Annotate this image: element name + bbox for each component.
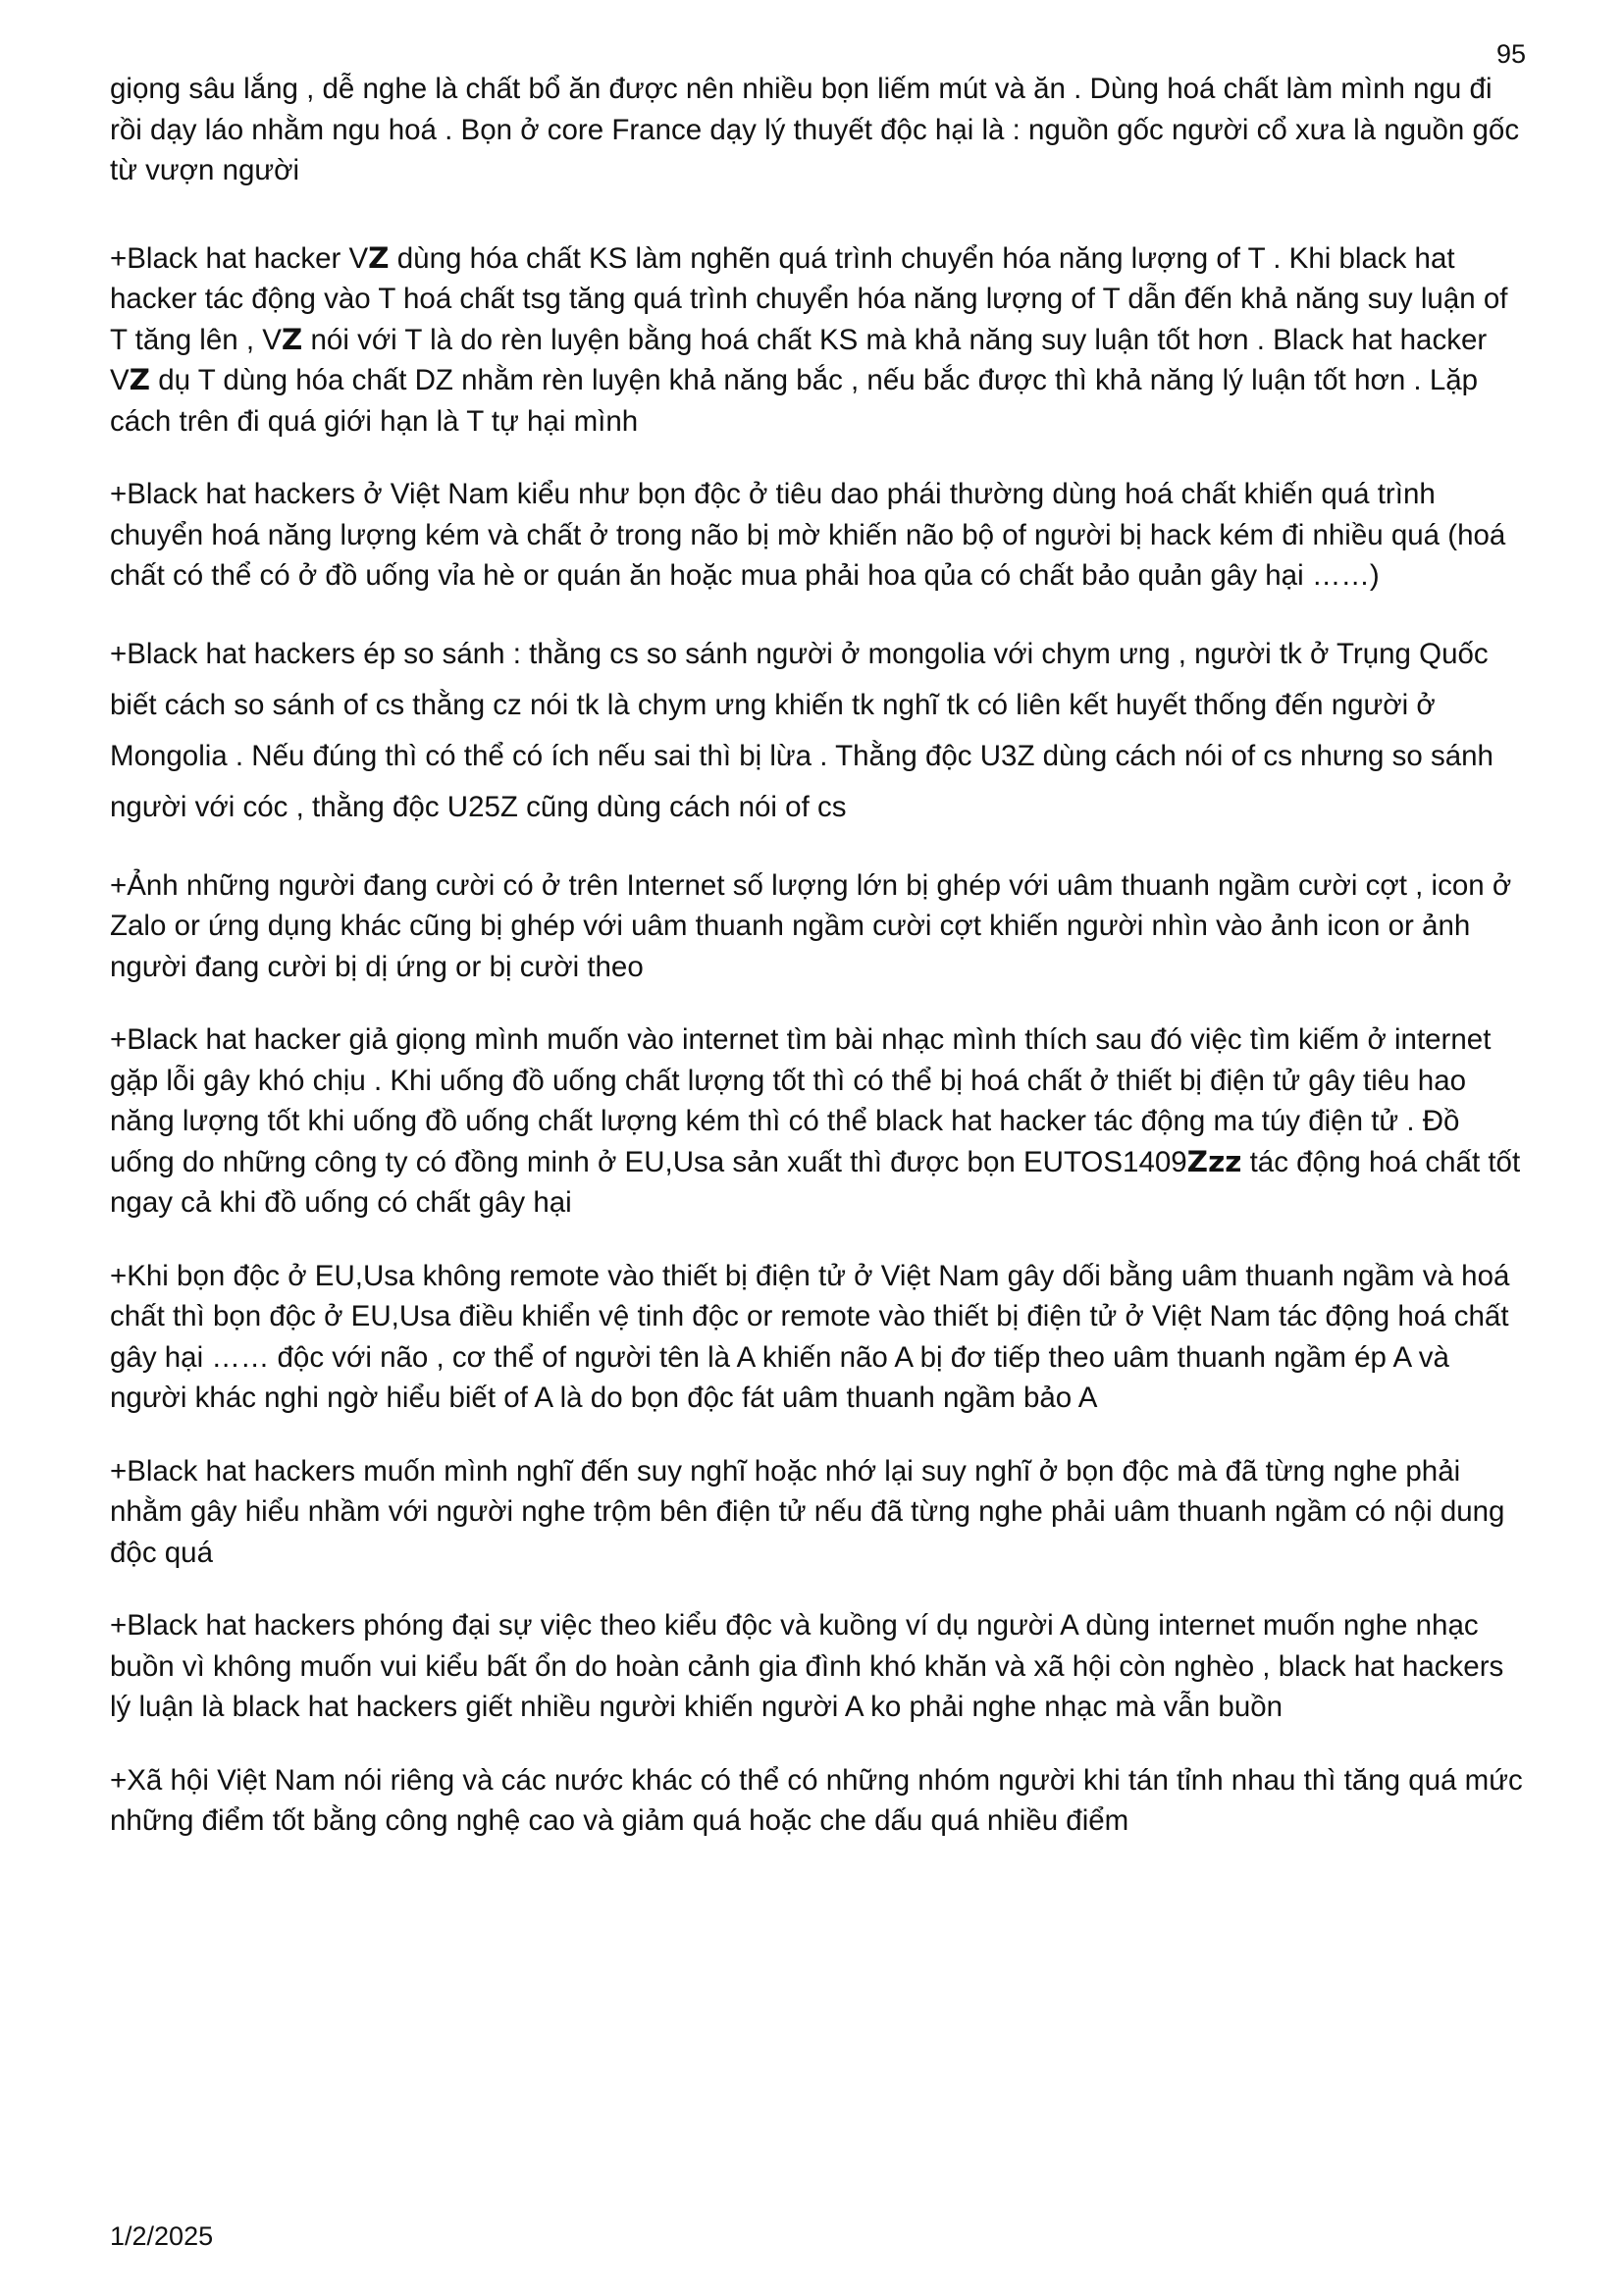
paragraph-1: giọng sâu lắng , dễ nghe là chất bổ ăn được nên nhiều bọn liếm mút và ăn . Dùng hoá chất làm mình ngu đi rồi dạy láo nhằm ngu hoá . Bọn ở core France dạy lý thuyết độc hại là : nguồn gốc người cổ xưa là nguồn gốc từ vượn người [110,73,1520,186]
paragraph-2: +Black hat hacker V𝗭 dùng hóa chất KS làm nghẽn quá trình chuyển hóa năng lượng of T . Khi black hat hacker tác động vào T hoá chất tsg tăng quá trình chuyển hóa năng lượng of T dẫn đến khả năng suy luận of T tăng lên , V𝗭 nói với T là do rèn luyện bằng hoá chất KS mà khả năng suy luận tốt hơn . Black hat hacker V𝗭 dụ T dùng hóa chất DZ nhằm rèn luyện khả năng bắc , nếu bắc được thì khả năng lý luận tốt hơn . Lặp cách trên đi quá giới hạn là T tự hại mình [110,241,1508,438]
paragraph-7: +Khi bọn độc ở EU,Usa không remote vào thiết bị điện tử ở Việt Nam gây dối bằng uâm thuanh ngầm và hoá chất thì bọn độc ở EU,Usa điều khiển vệ tinh độc or remote vào thiết bị điện tử ở Việt Nam tác động hoá chất gây hại …… độc với não , cơ thể of người tên là A khiến não A bị đơ tiếp theo uâm thuanh ngầm ép A và người khác nghi ngờ hiểu biết of A là do bọn độc fát uâm thuanh ngầm bảo A [110,1259,1510,1414]
paragraph-9: +Black hat hackers phóng đại sự việc theo kiểu độc và kuồng ví dụ người A dùng internet muốn nghe nhạc buồn vì không muốn vui kiểu bất ổn do hoàn cảnh gia đình khó khăn và xã hội còn nghèo , black hat hackers lý luận là black hat hackers giết nhiều người khiến người A ko phải nghe nhạc mà vẫn buồn [110,1609,1504,1723]
page-number: 95 [1495,39,1526,69]
document-body [110,69,1531,1874]
footer-date: 1/2/2025 [110,2221,214,2251]
paragraph-3: +Black hat hackers ở Việt Nam kiểu như bọn độc ở tiêu dao phái thường dùng hoá chất khiến quá trình chuyển hoá năng lượng kém và chất ở trong não bị mờ khiến não bộ of người bị hack kém đi nhiều quá (hoá chất có thể có ở đồ uống vỉa hè or quán ăn hoặc mua phải hoa qủa có chất bảo quản gây hại ……) [110,478,1506,592]
paragraph-5: +Ảnh những người đang cười có ở trên Internet số lượng lớn bị ghép với uâm thuanh ngầm cười cợt , icon ở Zalo or ứng dụng khác cũng bị ghép với uâm thuanh ngầm cười cợt khiến người nhìn vào ảnh icon or ảnh người đang cười bị dị ứng or bị cười theo [110,868,1512,983]
paragraph-6: +Black hat hacker giả giọng mình muốn vào internet tìm bài nhạc mình thích sau đó việc tìm kiếm ở internet gặp lỗi gây khó chịu . Khi uống đồ uống chất lượng tốt thì có thể bị hoá chất ở thiết bị điện tử gây tiêu hao năng lượng tốt khi uống đồ uống chất lượng kém thì có thể black hat hacker tác động ma túy điện tử . Đồ uống do những công ty có đồng minh ở EU,Usa sản xuất thì được bọn EUTOS1409𝗭𝘇𝘇 tác động hoá chất tốt ngay cả khi đồ uống có chất gây hại [110,1023,1521,1219]
paragraph-4: +Black hat hackers ép so sánh : thằng cs so sánh người ở mongolia với chym ưng , người tk ở Trụng Quốc biết cách so sánh of cs thằng cz nói tk là chym ưng khiến tk nghĩ tk có liên kết huyết thống đến người ở Mongolia . Nếu đúng thì có thể có ích nếu sai thì bị lừa . Thằng độc U3Z dùng cách nói of cs nhưng so sánh người với cóc , thằng độc U25Z cũng dùng cách nói of cs [110,637,1493,823]
paragraph-10: +Xã hội Việt Nam nói riêng và các nước khác có thể có những nhóm người khi tán tỉnh nhau thì tăng quá mức những điểm tốt bằng công nghệ cao và giảm quá hoặc che dấu quá nhiều điểm [110,1763,1523,1837]
paragraph-8: +Black hat hackers muốn mình nghĩ đến suy nghĩ hoặc nhớ lại suy nghĩ ở bọn độc mà đã từng nghe phải nhằm gây hiểu nhầm với người nghe trộm bên điện tử nếu đã từng nghe phải uâm thuanh ngầm có nội dung độc quá [110,1454,1505,1569]
